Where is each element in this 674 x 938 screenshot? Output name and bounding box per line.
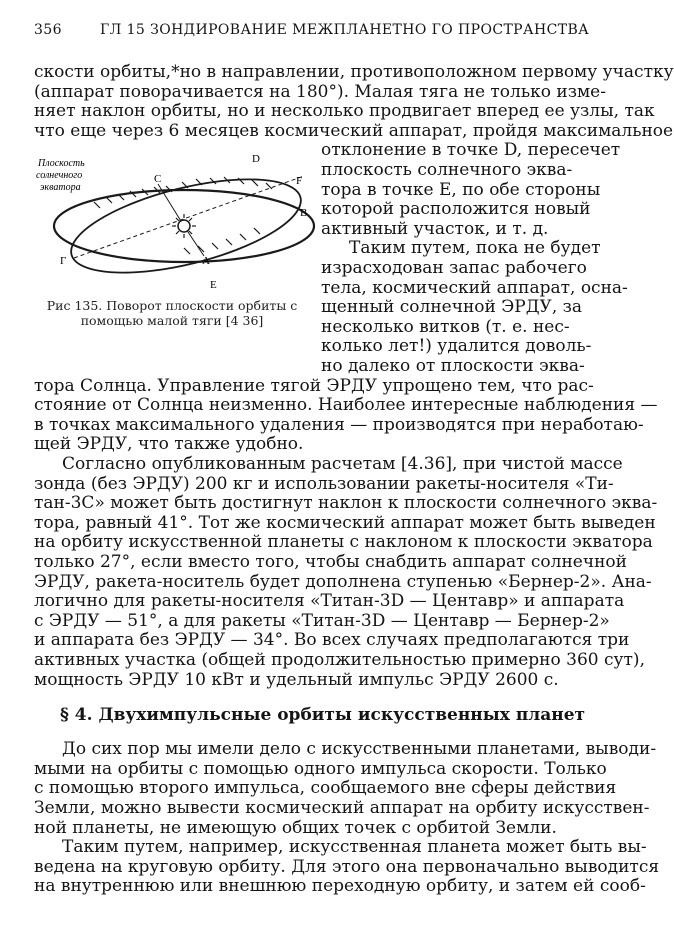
text-line: Земли, можно вывести космический аппарат на орбиту искусствен- — [34, 798, 650, 818]
orbit-diagram — [34, 148, 314, 293]
section-heading: § 4. Двухимпульсные орбиты искусственных планет — [60, 705, 586, 726]
text-line: логично для ракеты-носителя «Титан-3D — Центавр» и аппарата — [34, 591, 625, 612]
text-line: (аппарат поворачивается на 180°). Малая тяга не только изме- — [34, 81, 606, 102]
text-line: ведена на круговую орбиту. Для этого она первоначально выводится — [34, 856, 660, 877]
text-line: на орбиту искусственной планеты с наклоном к плоскости экватора — [34, 532, 653, 553]
text-line: с помощью второго импульса, сообщаемого вне сферы действия — [34, 778, 617, 799]
text-line: тора в точке E, по обе стороны — [321, 179, 601, 200]
point-label-f: F — [296, 175, 303, 188]
text-line: ной планеты, не имеющую общих точек с орбитой Земли. — [34, 817, 557, 838]
point-label-d: D — [252, 153, 260, 166]
text-line: колько лет!) удалится доволь- — [321, 336, 592, 357]
text-line: Таким путем, пока не будет — [349, 238, 601, 259]
point-label-c: C — [154, 173, 162, 186]
text-line: и аппарата без ЭРДУ — 34°. Во всех случаях предполагаются три — [34, 630, 630, 651]
text-line: До сих пор мы имели дело с искусственными планетами, выводи- — [62, 739, 657, 760]
text-line: активный участок, и т. д. — [321, 218, 549, 239]
text-line: мощность ЭРДУ 10 кВт и удельный импульс ЭРДУ 2600 с. — [34, 669, 559, 690]
text-line: мыми на орбиты с помощью одного импульса скорости. Только — [34, 758, 607, 779]
text-line: Таким путем, например, искусственная планета может быть вы- — [62, 837, 647, 858]
text-line: с ЭРДУ — 51°, а для ракеты «Титан-3D — Центавр — Бернер-2» — [34, 610, 610, 631]
text-line: тора, равный 41°. Тот же космический аппарат может быть выведен — [34, 512, 656, 533]
text-line: щей ЭРДУ, что также удобно. — [34, 434, 304, 455]
page-number: 356 — [34, 22, 62, 38]
text-line: скости орбиты,*но в направлении, противоположном первому участку — [34, 62, 674, 82]
text-line: тора Солнца. Управление тягой ЭРДУ упрощено тем, что рас- — [34, 375, 594, 396]
text-line: но далеко от плоскости эква- — [321, 356, 585, 376]
text-line: тела, космический аппарат, осна- — [321, 277, 628, 298]
figure-caption: Рис 135. Поворот плоскости орбиты с помощью малой тяги [4 36] — [46, 298, 298, 329]
text-line: что еще через 6 месяцев космический аппарат, пройдя максимальное — [34, 120, 674, 141]
point-label-a: A — [202, 255, 210, 268]
plane-label: Плоскость солнечного экватора — [36, 158, 85, 194]
text-line: в точках максимального удаления — производятся при неработаю- — [34, 414, 644, 435]
text-line: зонда (без ЭРДУ) 200 кг и использовании ракеты-носителя «Ти- — [34, 473, 614, 494]
running-header — [34, 22, 590, 42]
text-line: активных участка (общей продолжительностью примерно 360 сут), — [34, 650, 645, 670]
sun-icon — [172, 214, 196, 238]
text-line: на внутреннюю или внешнюю переходную орбиту, и затем ей сооб- — [34, 876, 646, 897]
text-line: Согласно опубликованным расчетам [4.36], при чистой массе — [62, 454, 623, 474]
text-line: няет наклон орбиты, но и несколько продвигает вперед ее узлы, так — [34, 101, 655, 122]
text-line: несколько витков (т. е. нес- — [321, 316, 570, 337]
text-line: которой расположится новый — [321, 199, 591, 220]
figure-orbit-rotation — [34, 148, 314, 293]
text-line: плоскость солнечного эква- — [321, 160, 573, 180]
text-line: тан-3С» может быть достигнут наклон к плоскости солнечного эква- — [34, 493, 658, 514]
text-line: отклонение в точке D, пересечет — [321, 140, 621, 161]
point-label-g: Г — [60, 255, 67, 268]
node-line — [74, 176, 304, 258]
text-line: ЭРДУ, ракета-носитель будет дополнена ступенью «Бернер-2». Ана- — [34, 571, 652, 592]
text-line: щенный солнечной ЭРДУ, за — [321, 297, 583, 318]
text-line: стояние от Солнца неизменно. Наиболее интересные наблюдения — — [34, 395, 658, 416]
text-line: израсходован запас рабочего — [321, 258, 587, 278]
point-label-e: E — [210, 279, 217, 292]
text-line: только 27°, если вместо того, чтобы снабдить аппарат солнечной — [34, 552, 627, 572]
chapter-title: ГЛ 15 ЗОНДИРОВАНИЕ МЕЖПЛАНЕТНО ГО ПРОСТРАНСТВА — [100, 22, 590, 38]
point-label-b: B — [300, 207, 308, 220]
